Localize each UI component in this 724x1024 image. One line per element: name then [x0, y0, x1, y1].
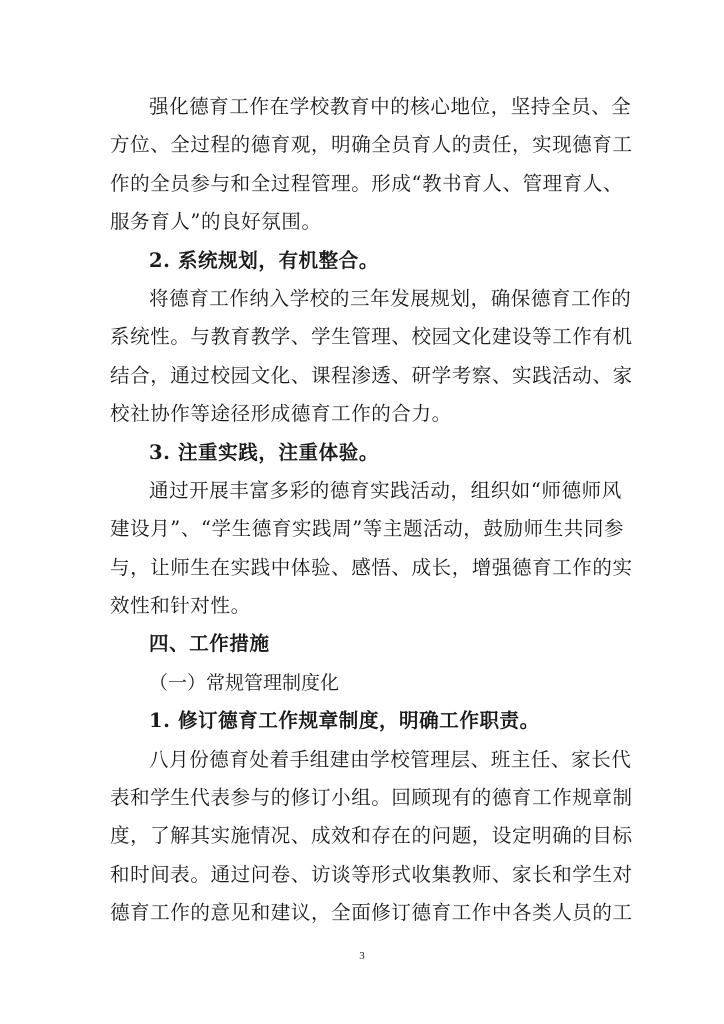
page-content [110, 88, 633, 933]
heading-item-2: 2. 系统规划，有机整合。 [149, 248, 379, 272]
text-line: 通过开展丰富多彩的德育实践活动，组织如“师德师风 [149, 478, 622, 502]
text-line: 方位、全过程的德育观，明确全员育人的责任，实现德育工 [110, 133, 633, 157]
page-number: 3 [359, 950, 365, 962]
text-line: 效性和针对性。 [110, 594, 251, 618]
text-line: 和时间表。通过问卷、访谈等形式收集教师、家长和学生对 [110, 862, 633, 886]
text-line: 八月份德育处着手组建由学校管理层、班主任、家长代 [149, 747, 632, 771]
heading-item-3: 3. 注重实践，注重体验。 [149, 440, 379, 464]
paragraph-1 [110, 88, 633, 242]
subsection-1-title: （一）常规管理制度化 [149, 671, 340, 694]
text-line: 强化德育工作在学校教育中的核心地位，坚持全员、全 [149, 95, 632, 118]
paragraph-4 [110, 741, 633, 933]
text-line: 作的全员参与和全过程管理。形成“教书育人、管理育人、 [110, 171, 624, 195]
text-line: 表和学生代表参与的修订小组。回顾现有的德育工作规章制 [110, 786, 633, 810]
text-line: 将德育工作纳入学校的三年发展规划，确保德育工作的 [149, 286, 632, 310]
text-line: 与，让师生在实践中体验、感悟、成长，增强德育工作的实 [110, 555, 633, 579]
section-4-title: 四、工作措施 [149, 632, 270, 656]
text-line: 度，了解其实施情况、成效和存在的问题，设定明确的目标 [110, 824, 633, 848]
text-line: 校社协作等途径形成德育工作的合力。 [110, 402, 452, 426]
text-line: 建设月”、“学生德育实践周”等主题活动，鼓励师生共同参 [110, 517, 625, 541]
text-line: 服务育人”的良好氛围。 [110, 210, 322, 234]
text-line: 结合，通过校园文化、课程渗透、研学考察、实践活动、家 [110, 363, 633, 387]
text-line: 系统性。与教育教学、学生管理、校园文化建设等工作有机 [110, 325, 633, 349]
item-1-title: 1. 修订德育工作规章制度，明确工作职责。 [149, 709, 540, 733]
text-line: 德育工作的意见和建议，全面修订德育工作中各类人员的工 [110, 901, 633, 925]
paragraph-2 [110, 280, 633, 434]
paragraph-3 [110, 472, 633, 626]
